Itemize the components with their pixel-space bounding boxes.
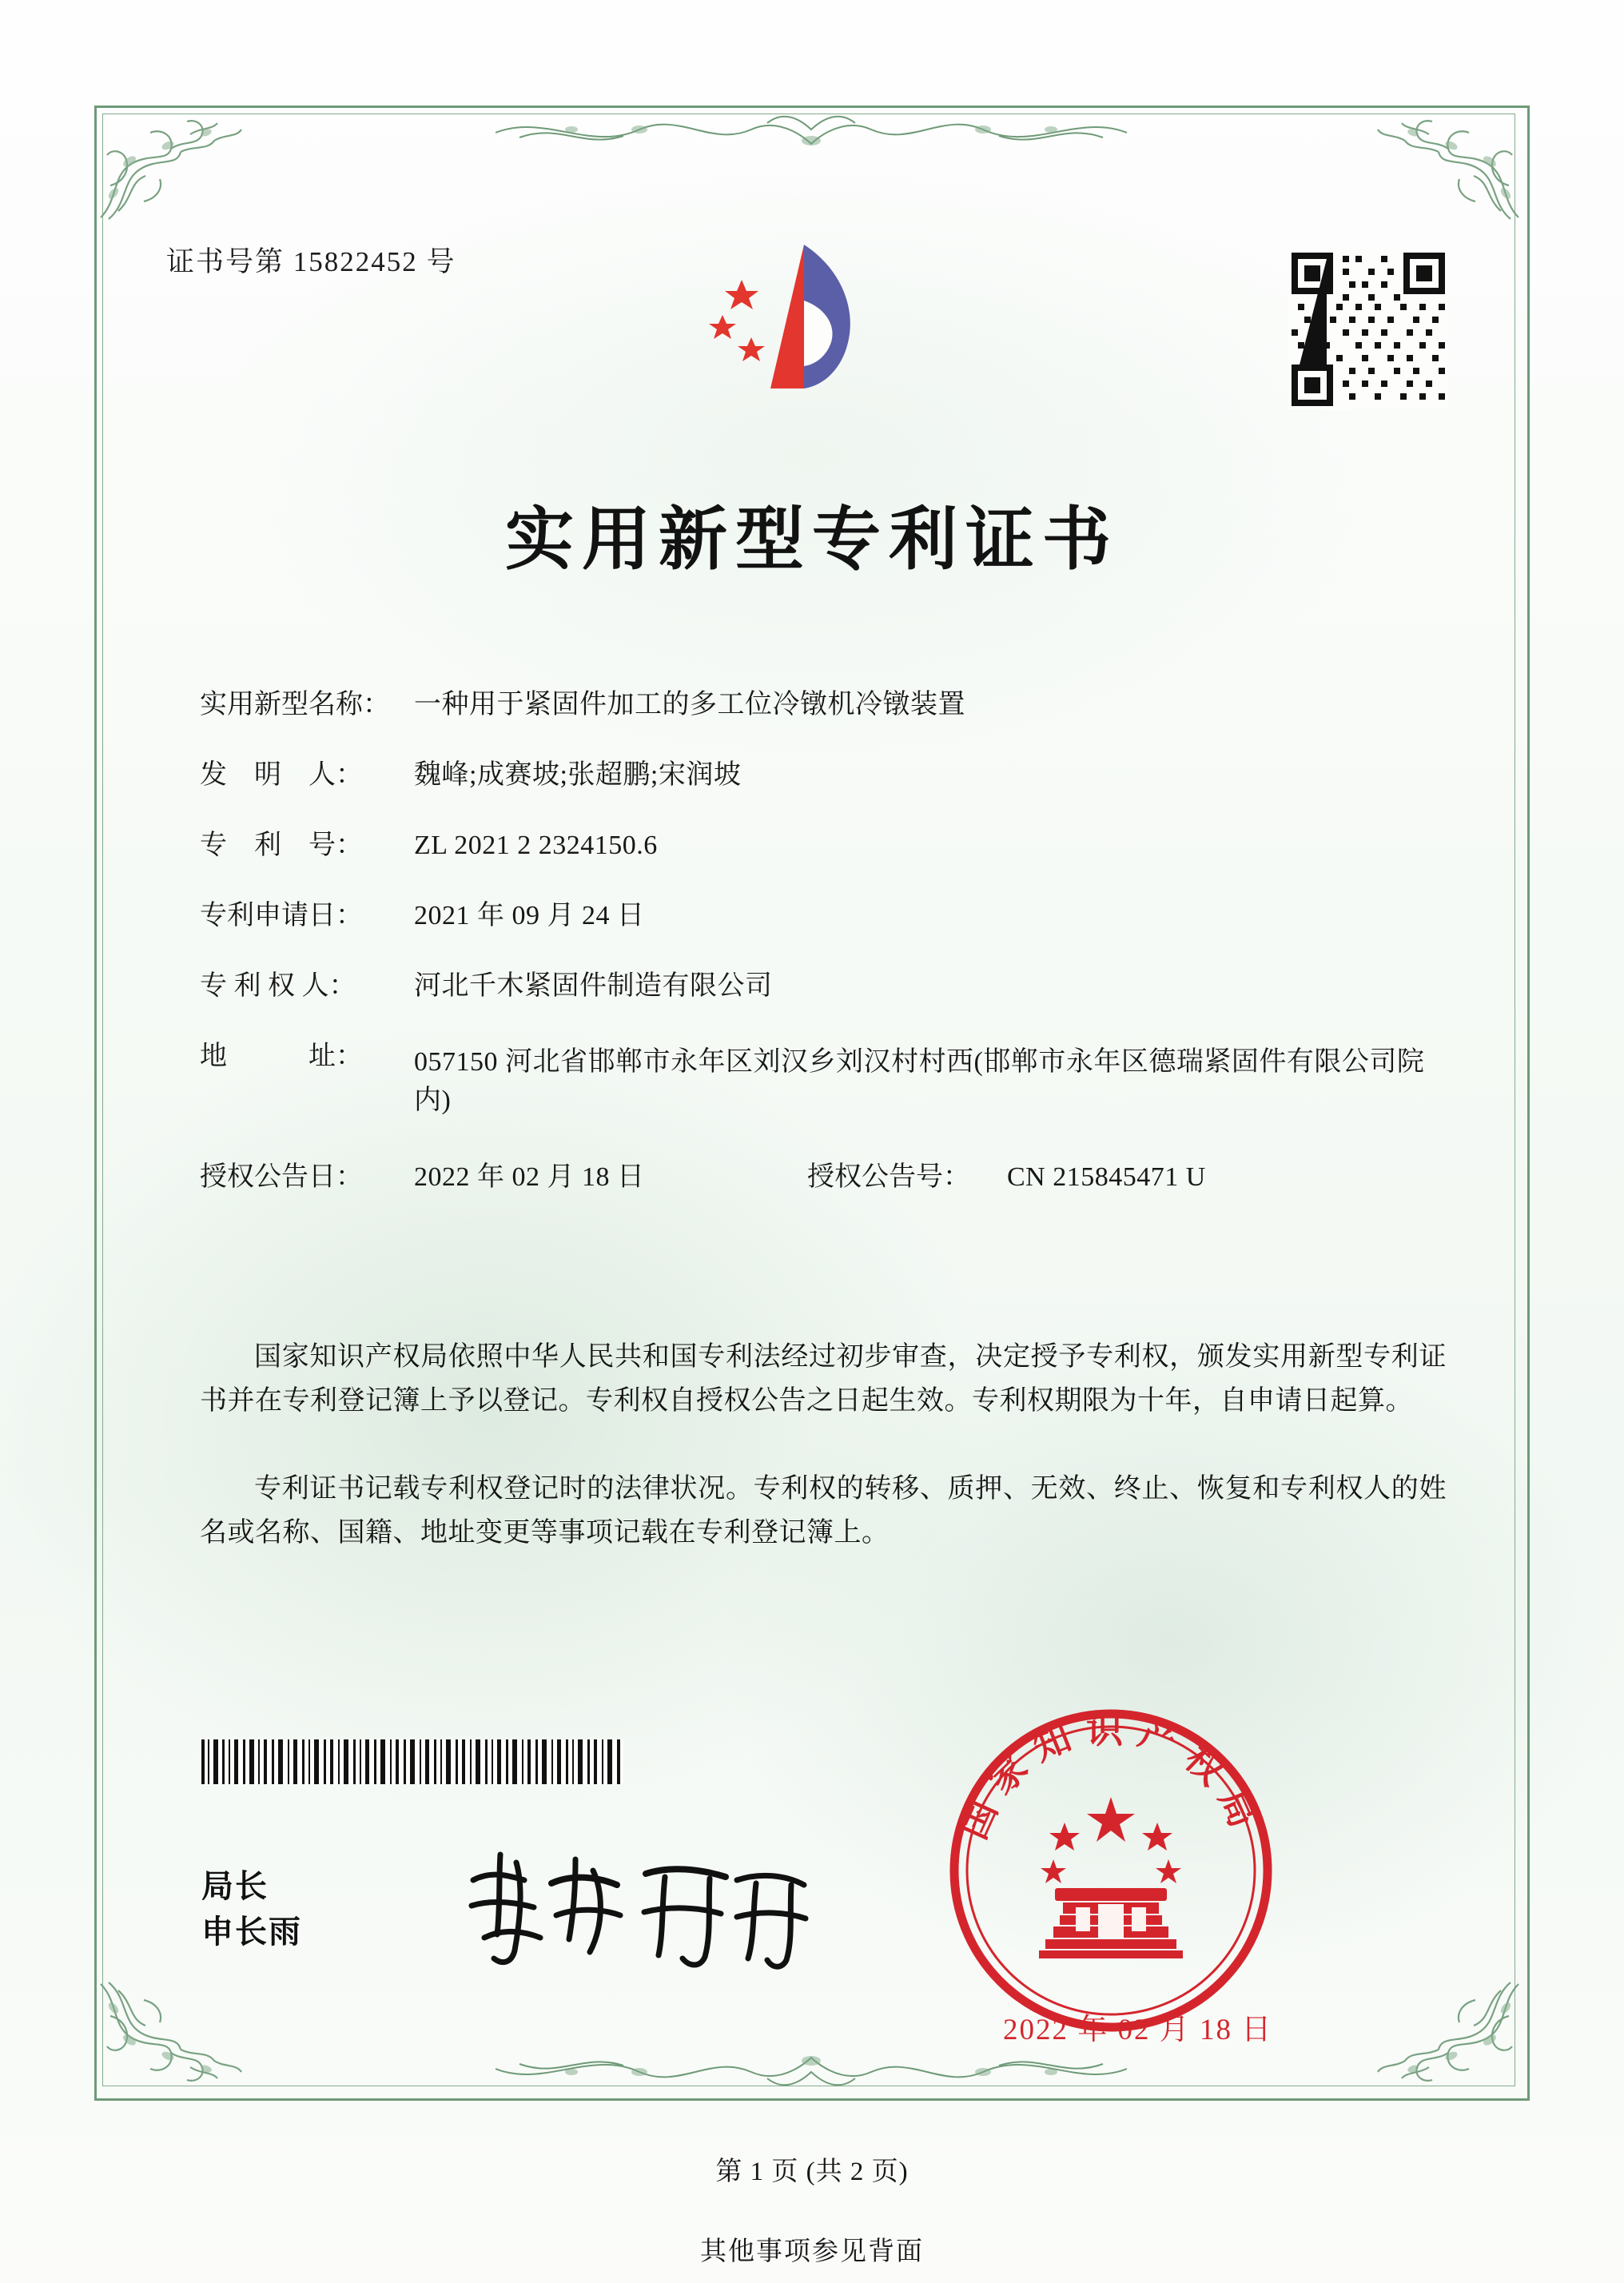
field-label: 发 明 人： <box>200 760 363 790</box>
official-seal-icon <box>943 1703 1279 2038</box>
field-label: 专利申请日： <box>200 901 363 930</box>
field-list <box>200 691 1447 1226</box>
field-label: 专 利 号： <box>200 831 363 860</box>
field-grant-number <box>807 1161 1447 1192</box>
svg-text:国家知识产权局: 国家知识产权局 <box>951 1708 1271 1846</box>
field-utility-model-name <box>200 691 1447 719</box>
legal-paragraph-1: 国家知识产权局依照中华人民共和国专利法经过初步审查，决定授予专利权，颁发实用新型专利证书并在专利登记簿上予以登记。专利权自授权公告之日起生效。专利权期限为十年，自申请日起算。 <box>200 1342 1447 1416</box>
field-patentee <box>200 973 1447 1000</box>
corner-ornament-icon <box>1357 1976 1525 2096</box>
legal-paragraph-2: 专利证书记载专利权登记时的法律状况。专利权的转移、质押、无效、终止、恢复和专利权人的姓名或名称、国籍、地址变更等事项记载在专利登记簿上。 <box>200 1474 1447 1548</box>
director-title-label: 局长 <box>201 1867 269 1905</box>
field-value: 一种用于紧固件加工的多工位冷镦机冷镦装置 <box>414 690 965 719</box>
field-application-date <box>200 902 1447 930</box>
field-grant-date <box>200 1161 807 1192</box>
field-label: 授权公告号： <box>807 1161 970 1192</box>
field-label: 专 利 权 人： <box>200 971 356 1001</box>
field-address <box>200 1043 1447 1121</box>
bottom-flourish-ornament-icon <box>496 2043 1127 2096</box>
back-side-note: 其他事项参见背面 <box>700 2237 924 2266</box>
field-value: CN 215845471 U <box>1007 1161 1206 1192</box>
field-value: 2022 年 02 月 18 日 <box>414 1161 645 1192</box>
field-value: 057150 河北省邯郸市永年区刘汉乡刘汉村村西(邯郸市永年区德瑞紧固件有限公司院内) <box>414 1047 1425 1116</box>
page-number: 第 1 页 (共 2 页) <box>715 2157 909 2186</box>
cnipa-logo-icon <box>684 232 924 424</box>
field-label: 地 址： <box>200 1042 363 1071</box>
corner-ornament-icon <box>94 1976 262 2096</box>
field-value: ZL 2021 2 2324150.6 <box>414 831 658 860</box>
field-grant-row <box>200 1161 1447 1192</box>
director-signature-block <box>201 1864 302 1955</box>
field-inventors <box>200 762 1447 789</box>
handwritten-signature-icon <box>456 1839 823 1974</box>
field-value: 2021 年 09 月 24 日 <box>414 901 645 930</box>
field-label: 实用新型名称： <box>200 690 390 719</box>
barcode-icon <box>200 1739 623 1784</box>
field-value: 河北千木紧固件制造有限公司 <box>414 971 773 1001</box>
field-patent-number <box>200 832 1447 859</box>
corner-ornament-icon <box>94 106 262 225</box>
field-label: 授权公告日： <box>200 1161 363 1192</box>
qr-code-icon <box>1288 249 1448 409</box>
field-value: 魏峰;成赛坡;张超鹏;宋润坡 <box>414 760 742 790</box>
page-title: 实用新型专利证书 <box>505 499 1119 580</box>
director-name: 申长雨 <box>201 1912 302 1950</box>
top-flourish-ornament-icon <box>496 106 1127 158</box>
certificate-number: 证书号第 15822452 号 <box>166 246 456 277</box>
corner-ornament-icon <box>1357 106 1525 225</box>
seal-date: 2022 年 02 月 18 日 <box>1003 2014 1273 2046</box>
